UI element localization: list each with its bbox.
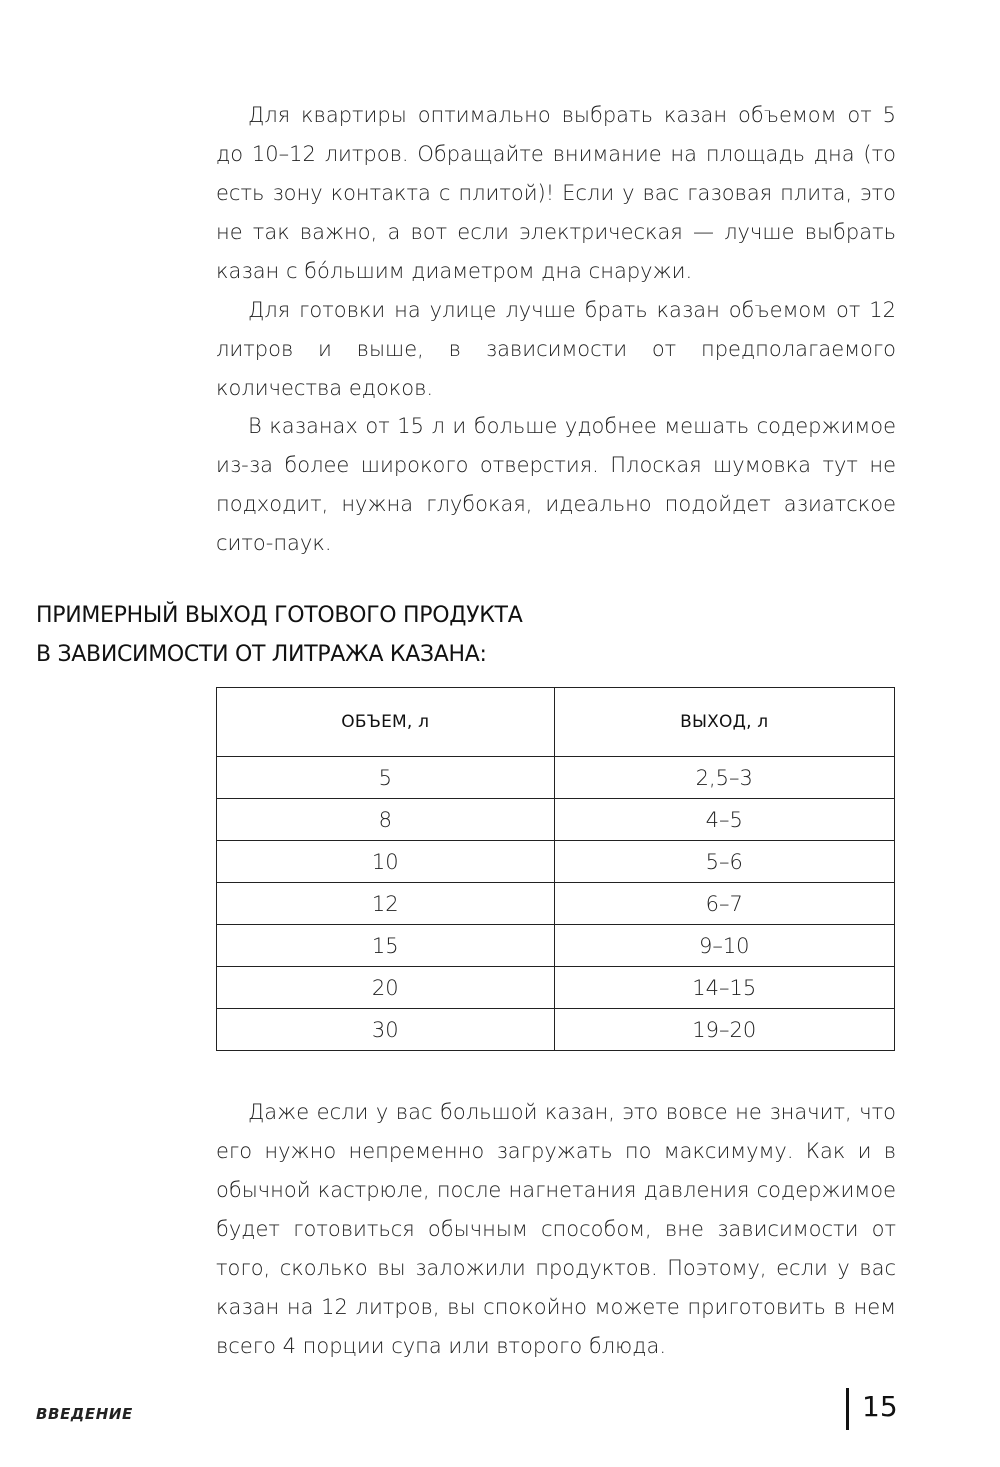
yield-cell: 14–15 [554,967,895,1009]
volume-cell: 15 [217,925,555,967]
table-row [217,883,895,925]
footer-section-name: ВВЕДЕНИЕ [36,1405,133,1423]
column-header-yield: ВЫХОД, л [554,688,895,757]
paragraph-apartment-kazan: Для квартиры оптимально выбрать казан объемом от 5 до 10–12 литров. Обращайте внимание на площадь дна (то есть зону контакта с плитой)! Если у вас газовая плита, это не так важно, а вот если электрическая — лучше выбрать казан с бóльшим диаметром дна снаружи. [216,103,896,283]
table-row [217,967,895,1009]
section-title [36,596,522,674]
section-title-line-2: В ЗАВИСИМОСТИ ОТ ЛИТРАЖА КАЗАНА: [36,642,487,667]
volume-cell: 5 [217,757,555,799]
yield-cell: 9–10 [554,925,895,967]
volume-cell: 8 [217,799,555,841]
yield-cell: 6–7 [554,883,895,925]
page-number: 15 [862,1390,898,1423]
yield-table [216,687,895,1051]
paragraph-large-kazan: В казанах от 15 л и больше удобнее мешать содержимое из-за более широкого отверстия. Плоская шумовка тут не подходит, нужна глубокая, идеально подойдет азиатское сито-паук. [216,414,896,555]
table-row [217,1009,895,1051]
yield-cell: 5–6 [554,841,895,883]
column-header-volume: ОБЪЕМ, л [217,688,555,757]
table-header-row [217,688,895,757]
paragraph-loading-advice: Даже если у вас большой казан, это вовсе не значит, что его нужно непременно загружать по максимуму. Как и в обычной кастрюле, после нагнетания давления содержимое будет готовиться обычным способом, вне зависимости от того, сколько вы заложили продуктов. Поэтому, если у вас казан на 12 литров, вы спокойно можете приготовить в нем всего 4 порции супа или второго блюда. [216,1100,896,1358]
footer-divider [846,1388,849,1430]
yield-cell: 4–5 [554,799,895,841]
table-row [217,841,895,883]
volume-cell: 10 [217,841,555,883]
table-row [217,799,895,841]
section-title-line-1: ПРИМЕРНЫЙ ВЫХОД ГОТОВОГО ПРОДУКТА [36,603,523,628]
table-row [217,925,895,967]
volume-cell: 30 [217,1009,555,1051]
paragraph-outdoor-kazan: Для готовки на улице лучше брать казан объемом от 12 литров и выше, в зависимости от предполагаемого количества едоков. [216,298,896,400]
yield-cell: 19–20 [554,1009,895,1051]
volume-cell: 12 [217,883,555,925]
table-row [217,757,895,799]
yield-cell: 2,5–3 [554,757,895,799]
volume-cell: 20 [217,967,555,1009]
